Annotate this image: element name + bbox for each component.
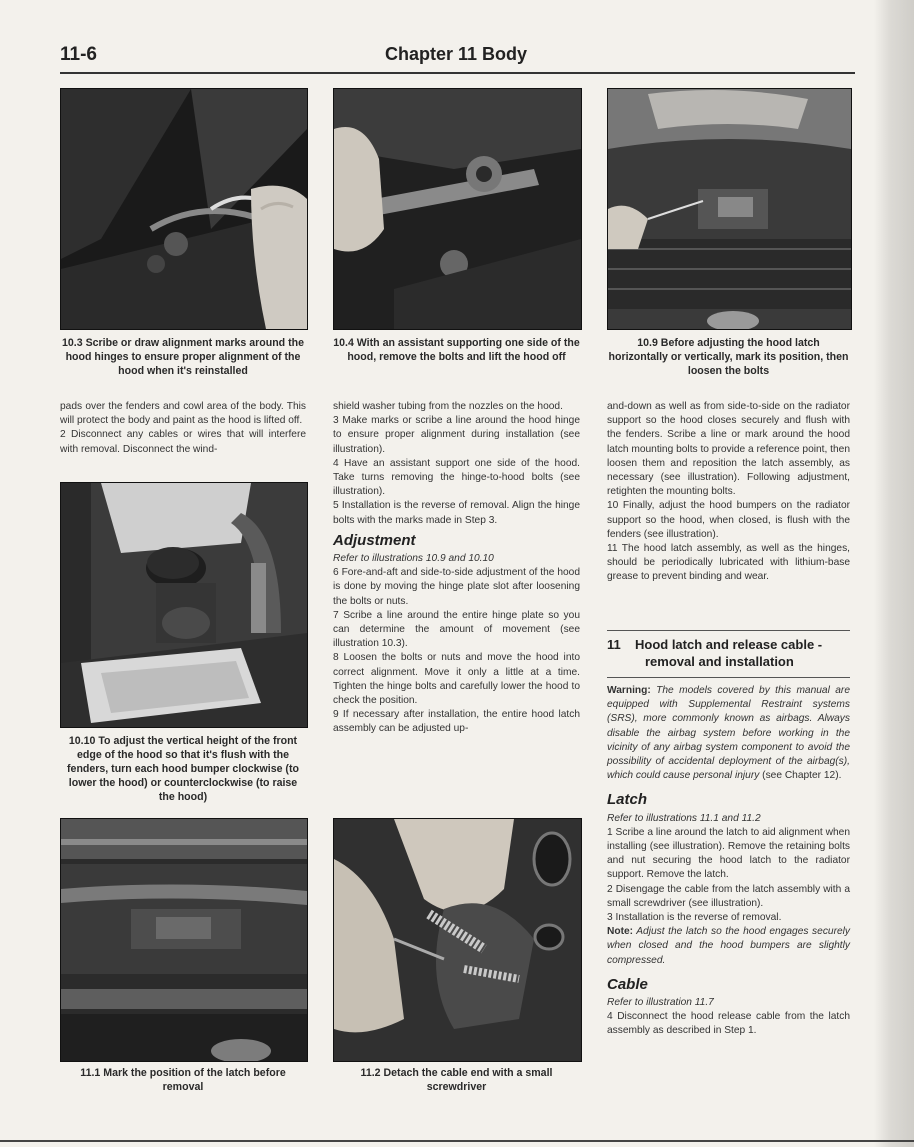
note-paragraph [607,925,850,968]
paragraph-step-5: 5 Installation is the reverse of removal. Align the hinge bolts with the marks made in Step 3. [333,500,580,526]
heading-latch: Latch [607,791,648,809]
heading-cable: Cable [607,975,648,993]
column-3-text-upper [607,400,850,585]
photo-10-10-hood-bumper [60,482,308,728]
photo-10-4-remove-hood-bolts [333,88,582,330]
photo-10-3-hood-hinge [60,88,308,330]
caption-10-3: 10.3 Scribe or draw alignment marks around the hood hinges to ensure proper alignment of the hood when it's reinstalled [62,337,304,377]
warning-tail: (see Chapter 12). [759,770,842,782]
paragraph-step-4: 4 Have an assistant support one side of the hood. Take turns removing the hinge-to-hood bolts (see illustration). [333,457,580,498]
chapter-title: Chapter 11 Body [385,44,528,64]
section-title-line-2: removal and installation [645,654,794,669]
paragraph-step-8: 8 Loosen the bolts or nuts and move the hood into correct alignment. Move it only a little at a time. Tighten the hinge bolts and carefully lower the hood to check the position. [333,652,580,707]
warning-label: Warning: [607,685,651,696]
paragraph-step-2: 2 Disconnect any cables or wires that will interfere with removal. Disconnect the wind- [60,429,306,455]
section-title-line-1: Hood latch and release cable - [635,637,823,652]
paragraph-step-10: 10 Finally, adjust the hood bumpers on the radiator support so the hood, when closed, is flush with the fenders (see illustration). [607,500,850,540]
paragraph-latch-step-1: 1 Scribe a line around the latch to aid alignment when installing (see illustration). Remove the retaining bolts and nut securing the hood latch to the radiator support. Remove the latch. [607,826,850,881]
header-rule [60,72,855,74]
section-11-title [607,636,850,670]
paragraph: shield washer tubing from the nozzles on the hood. [333,401,563,412]
section-rule-bottom [607,677,850,678]
paragraph-step-3: 3 Make marks or scribe a line around the hood hinge to ensure proper alignment during installation (see illustration). [333,415,580,455]
paragraph-step-9: 9 If necessary after installation, the entire hood latch assembly can be adjusted up- [333,709,580,735]
page-number: 11-6 [60,44,97,65]
reference-adjustment: Refer to illustrations 10.9 and 10.10 [333,553,494,565]
paragraph: pads over the fenders and cowl area of the body. This will protect the body and paint as the hood is lifted off. [60,401,306,427]
reference-latch: Refer to illustrations 11.1 and 11.2 [607,812,761,824]
warning-text: The models covered by this manual are equipped with Supplemental Restraint systems (SRS), more commonly known as airbags. Always disable the airbag system before working in the vicinity of any airbag system component to avoid the possibility of accidental deployment of the airbag(s), which could cause personal injury [607,685,850,782]
paragraph-cable-step-4: 4 Disconnect the hood release cable from the latch assembly as described in Step 1. [607,1011,850,1037]
column-2-text [333,400,580,737]
photo-11-2-detach-cable [333,818,582,1062]
caption-10-9: 10.9 Before adjusting the hood latch horizontally or vertically, mark its position, then loosen the bolts [608,337,849,377]
paragraph-step-7: 7 Scribe a line around the entire hinge plate so you can determine the amount of movement (see illustration 10.3). [333,609,580,650]
photo-10-9-hood-latch [607,88,852,330]
paragraph-latch-step-2: 2 Disengage the cable from the latch assembly with a small screwdriver (see illustration). [607,883,850,909]
paragraph-latch-step-3: 3 Installation is the reverse of removal. [607,912,782,924]
page-edge-shadow [874,0,914,1147]
section-number: 11 [607,637,621,652]
note-label: Note: [607,926,634,938]
page-bottom-rule [0,1140,914,1142]
paragraph-step-11: 11 The hood latch assembly, as well as the hinges, should be periodically lubricated with lithium-base grease to prevent binding and wear. [607,543,850,583]
note-text: Adjust the latch so the hood engages securely when closed and the hood bumpers are slightly compressed. [607,926,850,966]
caption-10-4: 10.4 With an assistant supporting one side of the hood, remove the bolts and lift the hood off [333,337,580,363]
caption-10-10: 10.10 To adjust the vertical height of the front edge of the hood so that it's flush with the fenders, turn each hood bumper clockwise (to lower the hood) or counterclockwise (to raise the hood) [67,735,299,803]
column-3-text-lower [607,684,850,1039]
photo-11-1-latch-position [60,818,308,1062]
caption-11-1: 11.1 Mark the position of the latch before removal [80,1067,286,1093]
section-rule-top [607,630,850,631]
warning-paragraph [607,684,850,783]
paragraph-step-6: 6 Fore-and-aft and side-to-side adjustment of the hood is done by moving the hinge plate slot after loosening the bolts or nuts. [333,567,580,607]
heading-adjustment: Adjustment [333,531,416,549]
reference-cable: Refer to illustration 11.7 [607,997,714,1009]
paragraph: and-down as well as from side-to-side on the radiator support so the hood closes securely and flush with the fenders. Scribe a line or mark around the hood latch mounting bolts to provide a reference point, then loosen them and reposition the latch assembly, as necessary (see illustration). Following adjustment, retighten the mounting bolts. [607,401,850,498]
column-1-text [60,400,306,457]
caption-11-2: 11.2 Detach the cable end with a small screwdriver [360,1067,553,1093]
